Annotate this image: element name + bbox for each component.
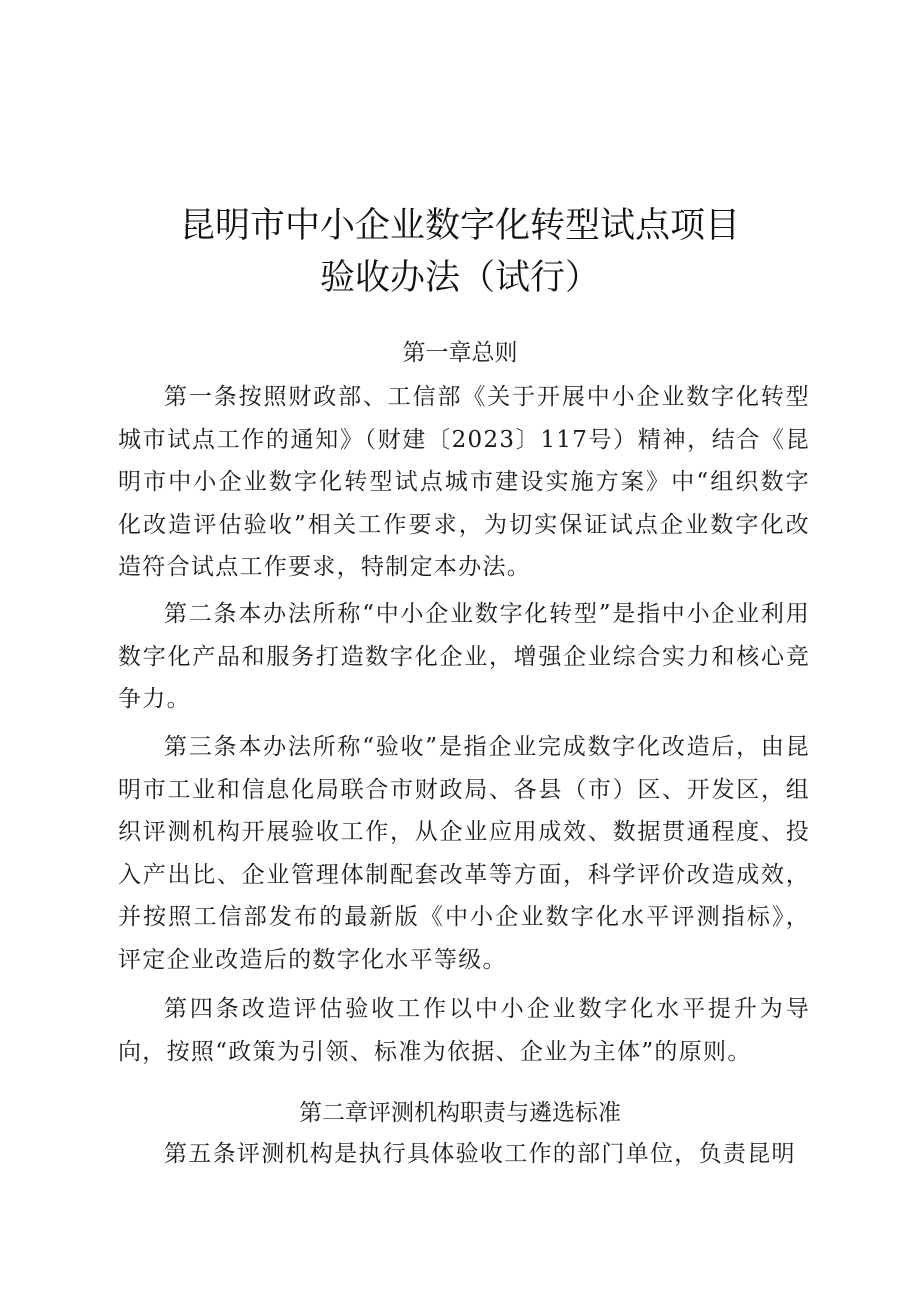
article-5: [118, 1133, 810, 1176]
article-2: [118, 593, 810, 721]
document-title: [0, 200, 920, 304]
article-3: [118, 726, 810, 982]
title-line-1: 昆明市中小企业数字化转型试点项目: [179, 206, 740, 246]
article-4-text: 第四条改造评估验收工作以中小企业数字化水平提升为导向，按照“政策为引领、标准为依据、企业为主体”的原则。: [118, 996, 810, 1065]
article-1-text: 第一条按照财政部、工信部《关于开展中小企业数字化转型城市试点工作的通知》（财建〔2023〕117号）精神，结合《昆明市中小企业数字化转型试点城市建设实施方案》中“组织数字化改造评估验收”相关工作要求，为切实保证试点企业数字化改造符合试点工作要求，特制定本办法。: [118, 384, 810, 581]
article-5-text: 第五条评测机构是执行具体验收工作的部门单位，负责昆明: [164, 1141, 796, 1167]
article-3-text: 第三条本办法所称“验收”是指企业完成数字化改造后，由昆明市工业和信息化局联合市财政局、各县（市）区、开发区，组织评测机构开展验收工作，从企业应用成效、数据贯通程度、投入产出比、企业管理体制配套改革等方面，科学评价改造成效，并按照工信部发布的最新版《中小企业数字化水平评测指标》，评定企业改造后的数字化水平等级。: [118, 734, 810, 973]
chapter-1-heading: 第一章总则: [402, 340, 518, 366]
chapter-2-heading: 第二章评测机构职责与遴选标准: [299, 1100, 621, 1126]
article-1: [118, 376, 810, 589]
title-line-2: 验收办法（试行）: [319, 258, 600, 298]
article-4: [118, 988, 810, 1073]
article-2-text: 第二条本办法所称“中小企业数字化转型”是指中小企业利用数字化产品和服务打造数字化企业，增强企业综合实力和核心竞争力。: [118, 601, 810, 713]
